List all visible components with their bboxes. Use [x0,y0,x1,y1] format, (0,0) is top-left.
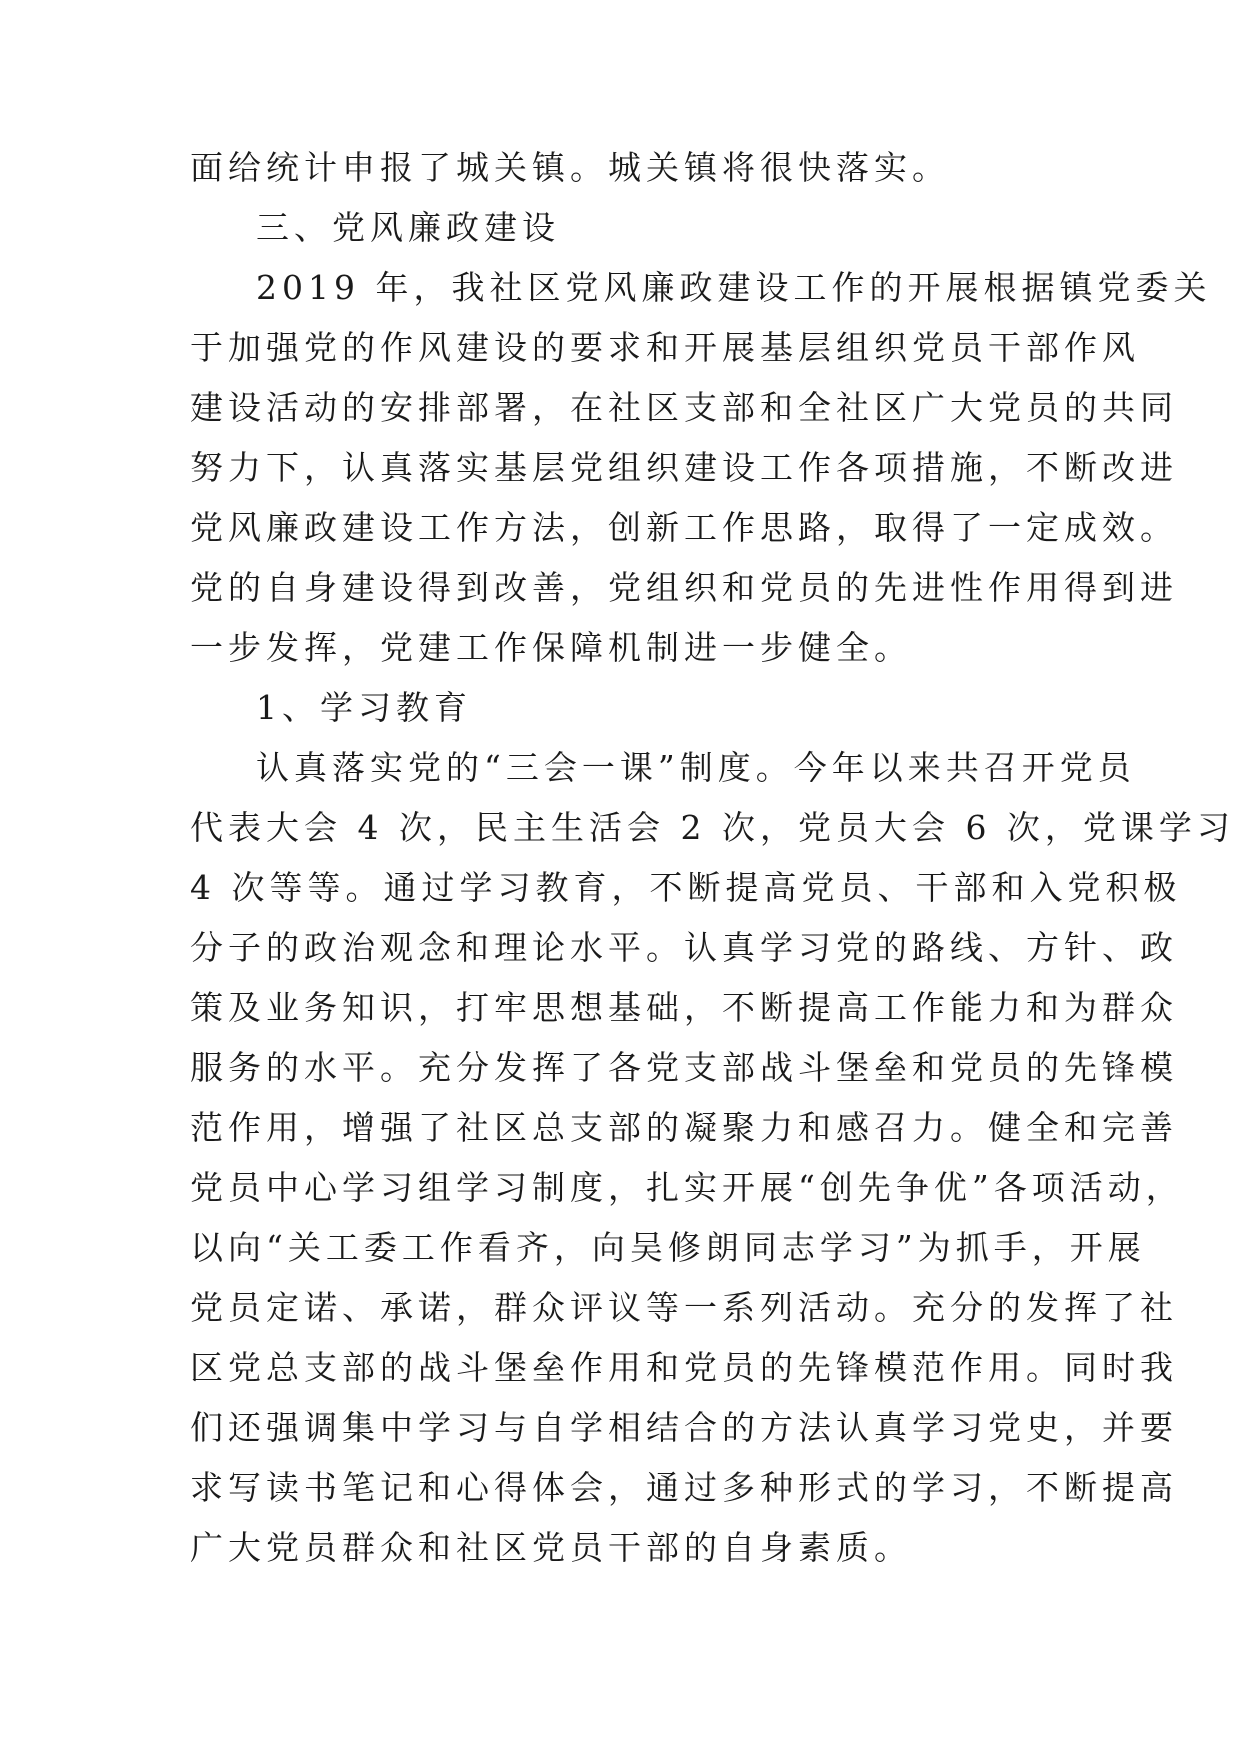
paragraph-line: 范作用，增强了社区总支部的凝聚力和感召力。健全和完善 [190,1108,1178,1147]
paragraph-line: 服务的水平。充分发挥了各党支部战斗堡垒和党员的先锋模 [190,1048,1178,1087]
paragraph-line: 面给统计申报了城关镇。城关镇将很快落实。 [190,148,950,187]
paragraph-line: 于加强党的作风建设的要求和开展基层组织党员干部作风 [190,328,1140,367]
paragraph-line: 建设活动的安排部署，在社区支部和全社区广大党员的共同 [190,388,1178,427]
paragraph-line: 党员中心学习组学习制度，扎实开展“创先争优”各项活动， [190,1168,1184,1207]
paragraph-line: 以向“关工委工作看齐，向吴修朗同志学习”为抓手，开展 [190,1228,1146,1267]
paragraph-line: 党员定诺、承诺，群众评议等一系列活动。充分的发挥了社 [190,1288,1178,1327]
paragraph-line: 广大党员群众和社区党员干部的自身素质。 [190,1528,912,1567]
paragraph-line: 一步发挥，党建工作保障机制进一步健全。 [190,628,912,667]
section-heading: 三、党风廉政建设 [256,208,560,247]
paragraph-line: 党风廉政建设工作方法，创新工作思路，取得了一定成效。 [190,508,1178,547]
subsection-heading: 1、学习教育 [256,688,472,727]
paragraph-line: 求写读书笔记和心得体会，通过多种形式的学习，不断提高 [190,1468,1178,1507]
paragraph-line: 策及业务知识，打牢思想基础，不断提高工作能力和为群众 [190,988,1178,1027]
paragraph-line: 认真落实党的“三会一课”制度。今年以来共召开党员 [256,748,1136,787]
paragraph-line: 努力下，认真落实基层党组织建设工作各项措施，不断改进 [190,448,1178,487]
paragraph-line: 们还强调集中学习与自学相结合的方法认真学习党史，并要 [190,1408,1178,1447]
paragraph-line: 党的自身建设得到改善，党组织和党员的先进性作用得到进 [190,568,1178,607]
paragraph-line: 2019 年，我社区党风廉政建设工作的开展根据镇党委关 [256,268,1212,307]
paragraph-line: 分子的政治观念和理论水平。认真学习党的路线、方针、政 [190,928,1178,967]
paragraph-line: 区党总支部的战斗堡垒作用和党员的先锋模范作用。同时我 [190,1348,1178,1387]
paragraph-line: 代表大会 4 次，民主生活会 2 次，党员大会 6 次，党课学习 [190,808,1235,847]
paragraph-line: 4 次等等。通过学习教育，不断提高党员、干部和入党积极 [190,868,1182,907]
